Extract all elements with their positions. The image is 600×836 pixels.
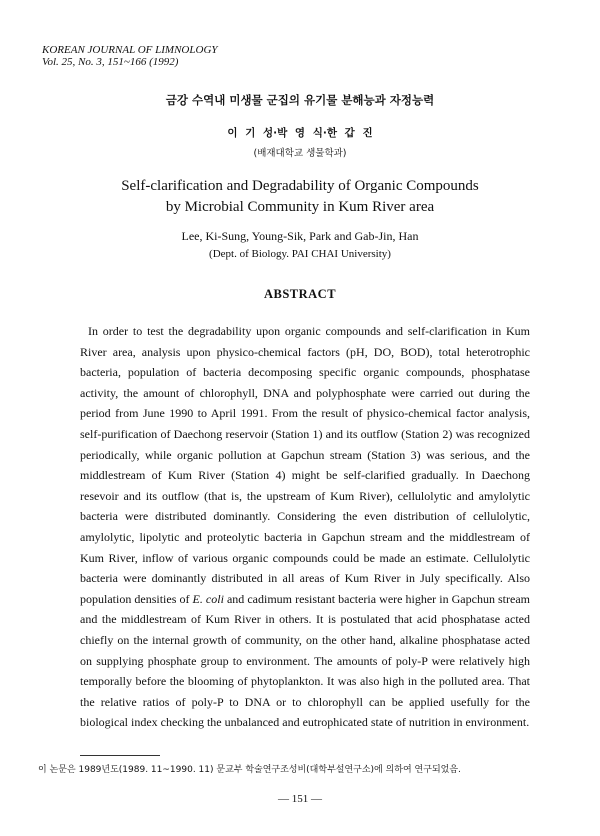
english-affiliation: (Dept. of Biology. PAI CHAI University): [209, 248, 391, 260]
english-title-line-1: Self-clarification and Degradability of Organic Compounds: [121, 178, 479, 194]
english-title: [0, 176, 600, 218]
abstract-text-part-1: In order to test the degradability upon organic compounds and self-clarification in Kum River area, analysis upon physico-chemical factors (pH, DO, BOD), total heterotrophic bacteria, population of bacteria decomposing specific organic compounds, phosphatase activity, the amount of chlorophyll, DNA and polyphosphate were carried out during the period from June 1990 to April 1991. From the result of physico-chemical factor analysis, self-purification of Daechong reservoir (Station 1) and its outflow (Station 2) was recognized periodically, while organic pollution at Gapchun stream (Station 3) was serious, and the middlestream of Kum River (Station 4) might be self-clarified gradually. In Daechong resevoir and its outflow (that is, the upstream of Kum River), cellulolytic and amylolytic bacteria were distributed dominantly. Considering the even distribution of cellulolytic, amylolytic, lipolytic and proteolytic bacteria in Gapchun stream and the middlestream of Kum River, inflow of various organic compounds could be made an estimate. Cellulolytic bacteria were dominantly distributed in all areas of Kum River in July specifically. Also population densities of: [80, 324, 530, 606]
page-number: — 151 —: [278, 793, 322, 805]
english-title-line-2: by Microbial Community in Kum River area: [165, 199, 435, 215]
korean-affiliation: (배재대학교 생물학과): [253, 148, 347, 159]
abstract-body: [80, 321, 530, 733]
abstract-italic-term: E. coli: [192, 591, 224, 606]
abstract-heading: ABSTRACT: [263, 287, 337, 301]
footnote-divider: [80, 755, 160, 756]
english-authors: Lee, Ki-Sung, Young-Sik, Park and Gab-Jin, Han: [181, 229, 419, 243]
journal-header: [42, 44, 218, 68]
footnote: 이 논문은 1989년도(1989. 11~1990. 11) 문교부 학술연구조성비(대학부설연구소)에 의하여 연구되었음.: [38, 765, 461, 775]
abstract-text-part-2: and cadimum resistant bacteria were higher in Gapchun stream and the middlestream of Kum River in others. It is postulated that acid phosphatase acted chiefly on the internal growth of community, on the other hand, alkaline phosphatase acted on supplying phosphate group to environment. The amounts of poly-P were relatively high temporally before the blooming of phytoplankton. It was also high in the polluted area. That the relative ratios of poly-P to DNA or to chlorophyll can be applied usefully for the biological index checking the unbalanced and eutrophicated state of nutrition in environment.: [80, 591, 530, 730]
korean-title: 금강 수역내 미생물 군집의 유기물 분해능과 자정능력: [165, 93, 435, 107]
journal-name: KOREAN JOURNAL OF LIMNOLOGY: [42, 44, 218, 56]
korean-authors: 이 기 성·박 영 식·한 갑 진: [227, 127, 373, 139]
journal-citation: Vol. 25, No. 3, 151~166 (1992): [42, 56, 179, 68]
